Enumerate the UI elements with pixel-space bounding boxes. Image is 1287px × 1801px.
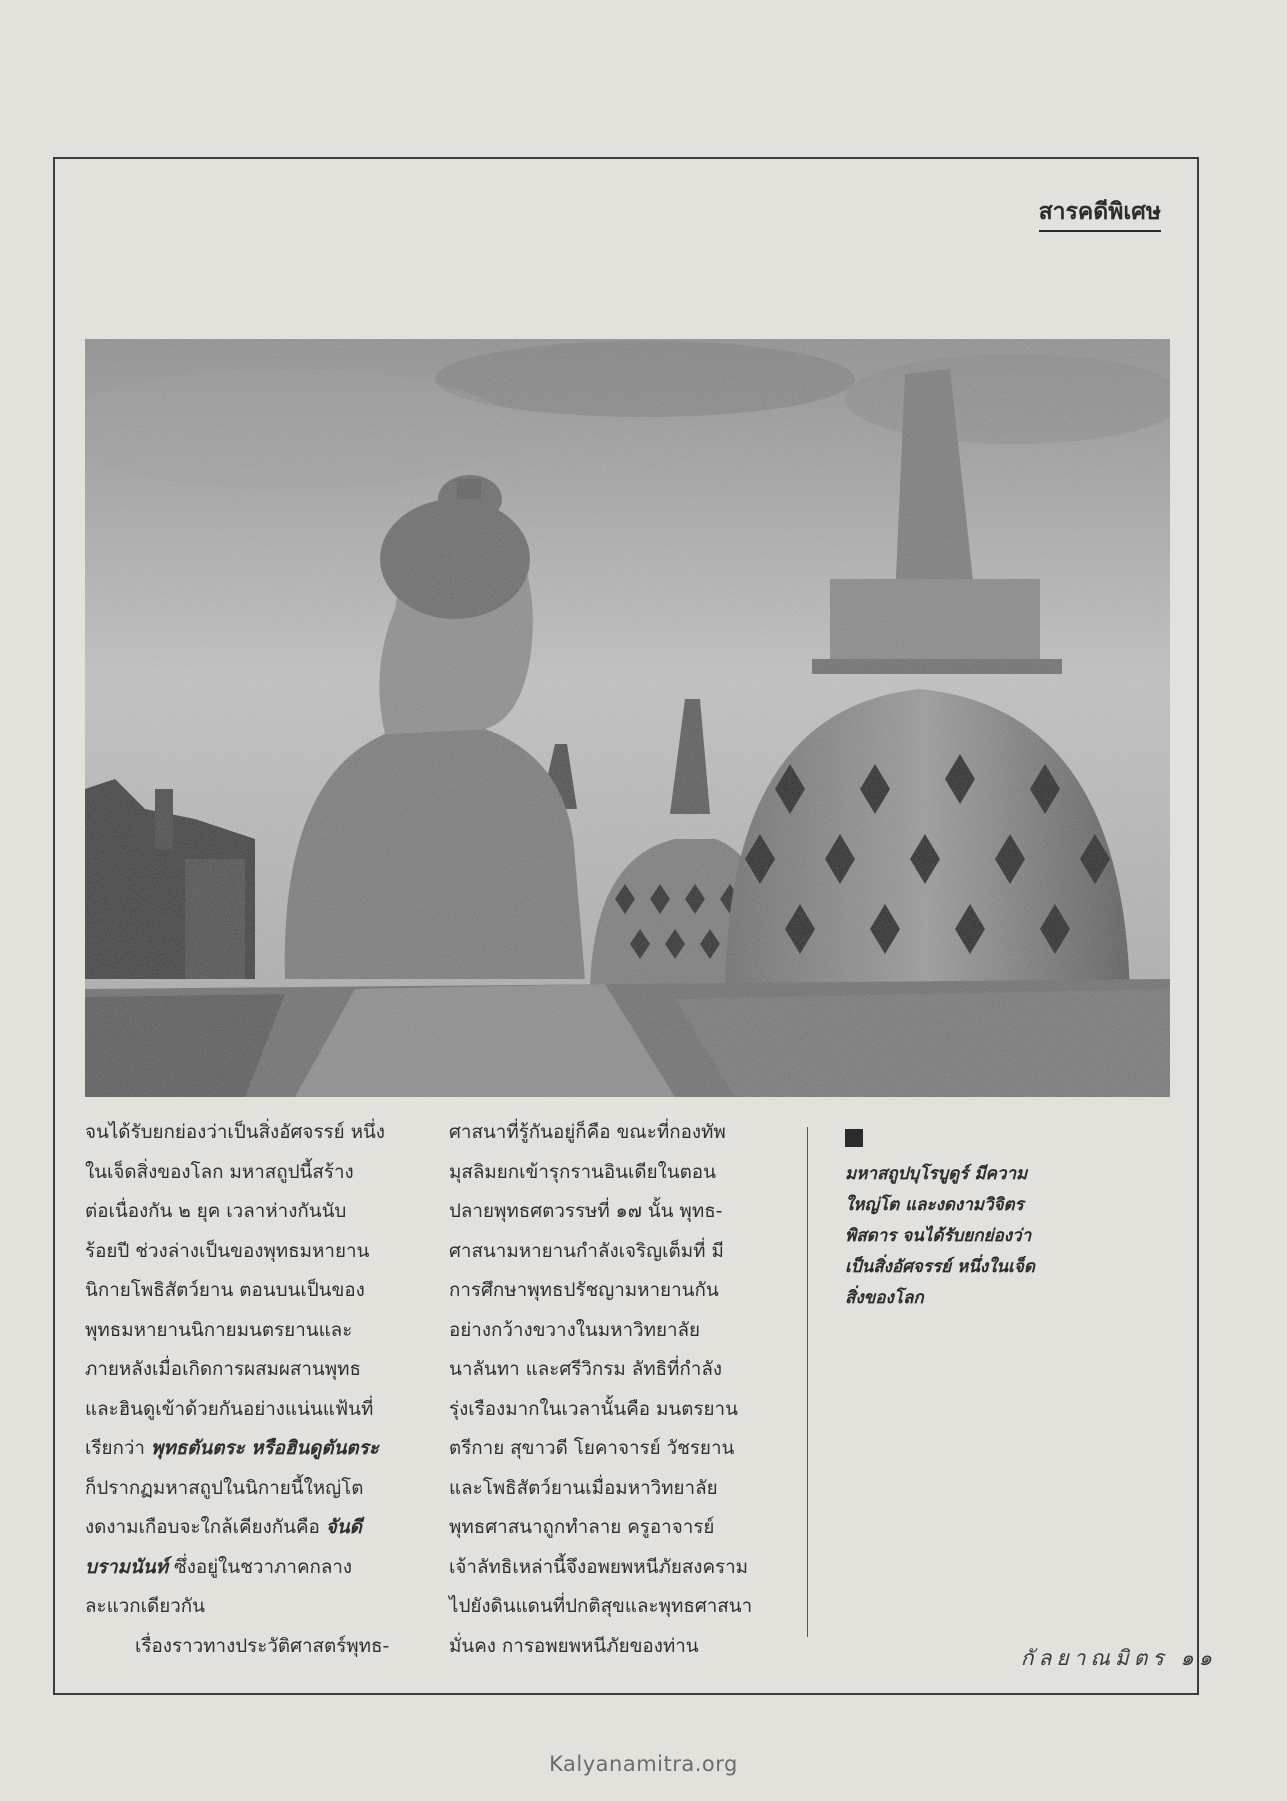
column2-line-10: และโพธิสัตว์ยานเมื่อมหาวิทยาลัย (449, 1477, 718, 1499)
column2-line-4: ศาสนามหายานกำลังเจริญเต็มที่ มี (449, 1240, 724, 1262)
column1-line-5: นิกายโพธิสัตว์ยาน ตอนบนเป็นของ (85, 1280, 365, 1301)
column2-line-13: ไปยังดินแดนที่ปกติสุขและพุทธศาสนา (449, 1596, 753, 1617)
column2-line-12: เจ้าลัทธิเหล่านี้จึงอพยพหนีภัยสงคราม (449, 1556, 749, 1578)
column1-line-9 (85, 1429, 415, 1469)
column1-line-8: และฮินดูเข้าด้วยกันอย่างแน่นแฟ้นที่ (85, 1398, 374, 1420)
photo-illustration (85, 339, 1170, 1097)
photo-caption (845, 1159, 1075, 1314)
body-column-1 (85, 1113, 415, 1666)
caption-line-5: สิ่งของโลก (845, 1288, 924, 1308)
caption-line-4: เป็นสิ่งอัศจรรย์ หนึ่งในเจ็ด (845, 1257, 1035, 1277)
body-column-2 (449, 1113, 779, 1666)
source-watermark: Kalyanamitra.org (549, 1752, 738, 1776)
column2-line-1: ศาสนาที่รู้กันอยู่ก็คือ ขณะที่กองทัพ (449, 1122, 726, 1143)
column2-line-7: นาลันทา และศรีวิกรม ลัทธิที่กำลัง (449, 1359, 723, 1380)
emphasis-tantra: พุทธตันตระ หรือฮินดูตันตระ (150, 1438, 379, 1459)
column1-line-1: จนได้รับยกย่องว่าเป็นสิ่งอัศจรรย์ หนึ่ง (85, 1122, 385, 1143)
emphasis-brambanan: บรามนันท์ (85, 1556, 168, 1578)
column1-line-11 (85, 1508, 415, 1548)
caption-line-3: พิสดาร จนได้รับยกย่องว่า (845, 1226, 1032, 1246)
column1-line-9-text: เรียกว่า (85, 1438, 151, 1459)
column1-line-4: ร้อยปี ช่วงล่างเป็นของพุทธมหายาน (85, 1240, 370, 1262)
column1-line-11-text: งดงามเกือบจะใกล้เคียงกันคือ (85, 1517, 326, 1538)
section-label: สารคดีพิเศษ (1039, 199, 1161, 232)
caption-bullet-square (845, 1129, 863, 1147)
column-divider (807, 1127, 808, 1637)
column1-line-3: ต่อเนื่องกัน ๒ ยุค เวลาห่างกันนับ (85, 1201, 347, 1222)
column2-line-6: อย่างกว้างขวางในมหาวิทยาลัย (449, 1319, 701, 1341)
column1-line-12 (85, 1548, 415, 1588)
column2-line-14: มั่นคง การอพยพหนีภัยของท่าน (449, 1635, 699, 1657)
column2-line-9: ตรีกาย สุขาวดี โยคาจารย์ วัชรยาน (449, 1438, 735, 1459)
column1-line-10: ก็ปรากฏมหาสถูปในนิกายนี้ใหญ่โต (85, 1477, 364, 1499)
column1-line-2: ในเจ็ดสิ่งของโลก มหาสถูปนี้สร้าง (85, 1161, 354, 1183)
column1-line-6: พุทธมหายานนิกายมนตรยานและ (85, 1319, 353, 1341)
page-frame (53, 157, 1199, 1695)
column2-line-8: รุ่งเรืองมากในเวลานั้นคือ มนตรยาน (449, 1398, 738, 1420)
column1-line-7: ภายหลังเมื่อเกิดการผสมผสานพุทธ (85, 1359, 361, 1380)
caption-line-1: มหาสถูปบุโรบูดูร์ มีความ (845, 1164, 1028, 1184)
column1-line-14: เรื่องราวทางประวัติศาสตร์พุทธ- (135, 1635, 390, 1657)
column2-line-2: มุสลิมยกเข้ารุกรานอินเดียในตอน (449, 1161, 716, 1183)
column2-line-3: ปลายพุทธศตวรรษที่ ๑๗ นั้น พุทธ- (449, 1201, 723, 1222)
column1-line-13: ละแวกเดียวกัน (85, 1596, 205, 1617)
borobudur-photo (85, 339, 1170, 1097)
column2-line-11: พุทธศาสนาถูกทำลาย ครูอาจารย์ (449, 1517, 715, 1538)
column1-line-12-text: ซึ่งอยู่ในชวาภาคกลาง (168, 1556, 353, 1578)
emphasis-chandi: จันดี (325, 1517, 362, 1538)
page-folio: กัลยาณมิตร ๑๑ (1020, 1646, 1217, 1670)
column2-line-5: การศึกษาพุทธปรัชญามหายานกัน (449, 1280, 719, 1301)
caption-line-2: ใหญ่โต และงดงามวิจิตร (845, 1195, 1024, 1215)
